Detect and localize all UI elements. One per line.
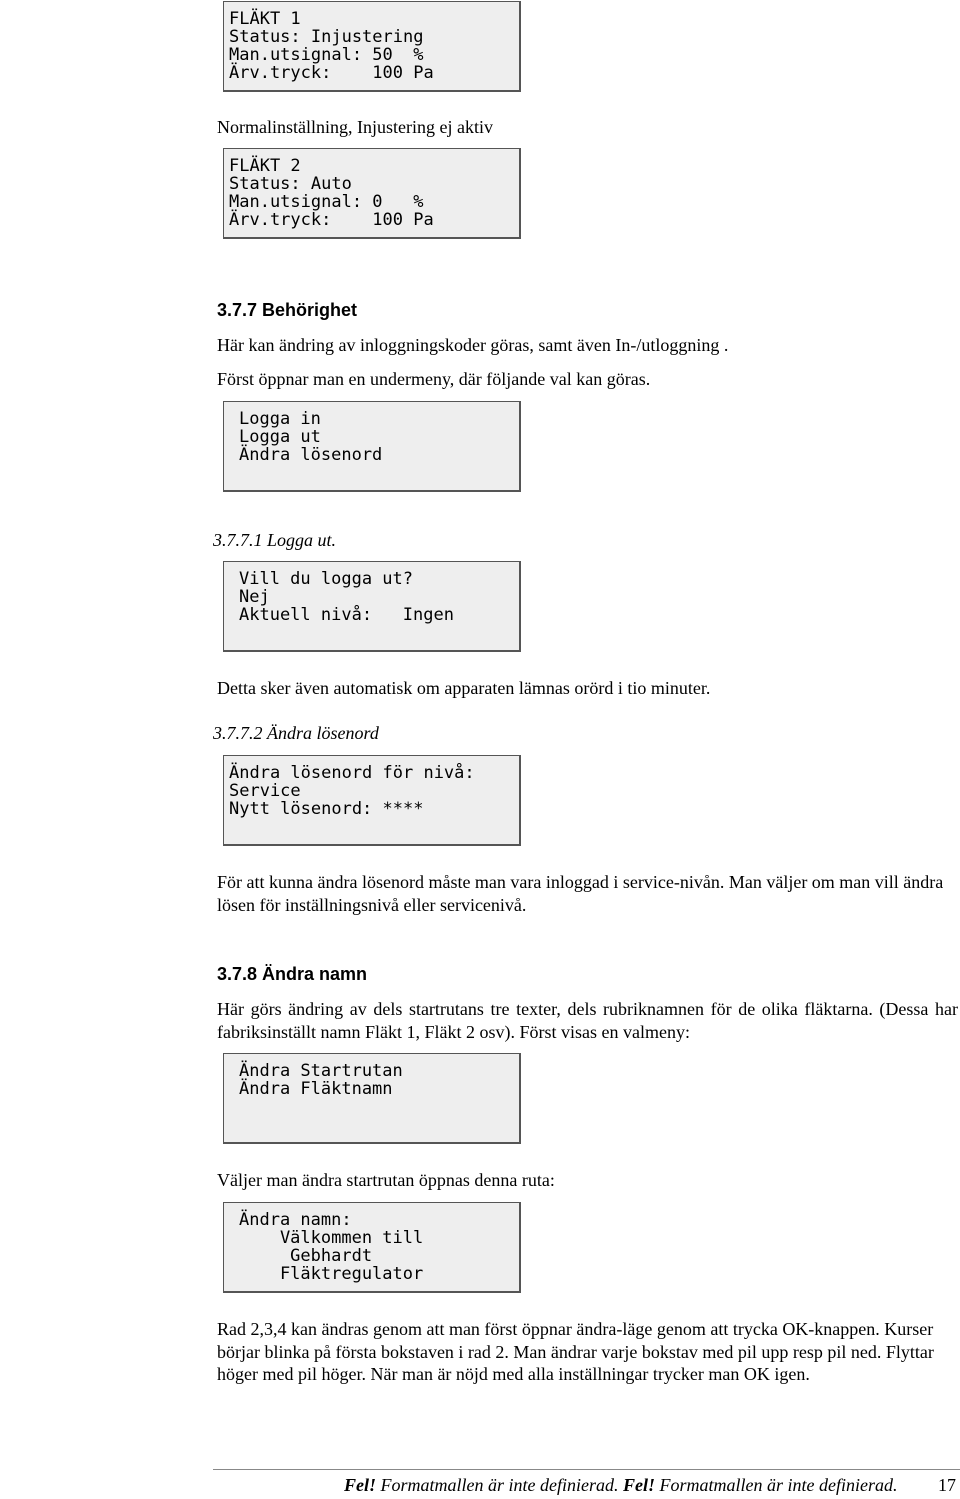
paragraph-final: Rad 2,3,4 kan ändras genom att man först öppnar ändra-läge genom att trycka OK-knappen. Kurser börjar blinka på första bokstaven i rad 2. Man ändrar varje bokstav med pil upp resp pil ned. Flyttar höger med pil höger. När man är nöjd med alla inställningar trycker man OK igen. [217, 1319, 934, 1384]
lcd-line: Man.utsignal: 0 % [229, 192, 424, 212]
section-377-line1: Här kan ändring av inloggningskoder göras, samt även In-/utloggning . [217, 335, 729, 355]
lcd-line: FLÄKT 1 [229, 9, 301, 29]
footer-error-2: Fel! [623, 1475, 656, 1495]
lcd-line: FLÄKT 2 [229, 156, 301, 176]
lcd-line: Ärv.tryck: 100 Pa [229, 210, 434, 230]
lcd-line: Ändra Startrutan [239, 1061, 403, 1081]
footer-error-1: Fel! [344, 1475, 377, 1495]
lcd-change-password [223, 755, 521, 846]
paragraph-password: För att kunna ändra lösenord måste man vara inloggad i service-nivån. Man väljer om man vill ändra lösen för inställningsnivå eller servicenivå. [217, 872, 944, 915]
lcd-line: Vill du logga ut? [239, 569, 413, 589]
lcd-line: Man.utsignal: 50 % [229, 45, 424, 65]
page-number: 17 [938, 1475, 956, 1495]
footer-divider [213, 1469, 960, 1470]
lcd-line: Ändra namn: [239, 1210, 352, 1230]
lcd-line: Aktuell nivå: Ingen [239, 605, 454, 625]
note-normal: Normalinställning, Injustering ej aktiv [217, 117, 493, 137]
lcd-line: Ändra lösenord för nivå: [229, 763, 475, 783]
lcd-login-menu [223, 401, 521, 492]
lcd-line: Logga ut [239, 427, 321, 447]
note-auto-logout: Detta sker även automatisk om apparaten lämnas orörd i tio minuter. [217, 678, 711, 698]
section-377-line2: Först öppnar man en undermeny, där följande val kan göras. [217, 369, 651, 389]
lcd-name-menu [223, 1053, 521, 1144]
subsection-3772: 3.7.7.2 Ändra lösenord [213, 723, 379, 743]
note-startruta: Väljer man ändra startrutan öppnas denna ruta: [217, 1170, 555, 1190]
lcd-flakt2 [223, 148, 521, 239]
lcd-line: Ändra Fläktnamn [239, 1079, 393, 1099]
lcd-line: Service [229, 781, 301, 801]
lcd-flakt1 [223, 1, 521, 92]
lcd-line: Nytt lösenord: **** [229, 799, 424, 819]
lcd-line: Nej [239, 587, 270, 607]
lcd-line: Fläktregulator [239, 1264, 424, 1284]
paragraph-378: Här görs ändring av dels startrutans tre texter, dels rubriknamnen för de olika fläktarna. (Dessa har fabriksinställt namn Fläkt 1, Fläkt 2 osv). Först visas en valmeny: [217, 999, 958, 1042]
lcd-logout [223, 561, 521, 652]
lcd-line: Status: Injustering [229, 27, 424, 47]
lcd-line: Gebhardt [239, 1246, 373, 1266]
subsection-3771: 3.7.7.1 Logga ut. [213, 530, 337, 550]
section-heading-378: 3.7.8 Ändra namn [217, 964, 368, 984]
lcd-line: Ändra lösenord [239, 445, 383, 465]
lcd-line: Välkommen till [239, 1228, 424, 1248]
page-footer [344, 1473, 956, 1497]
lcd-line: Logga in [239, 409, 321, 429]
lcd-line: Ärv.tryck: 100 Pa [229, 63, 434, 83]
lcd-startruta [223, 1202, 521, 1293]
lcd-line: Status: Auto [229, 174, 352, 194]
footer-message-1: Formatmallen är inte definierad. [380, 1475, 619, 1495]
footer-message-2: Formatmallen är inte definierad. [659, 1475, 898, 1495]
section-heading-377: 3.7.7 Behörighet [217, 300, 358, 320]
